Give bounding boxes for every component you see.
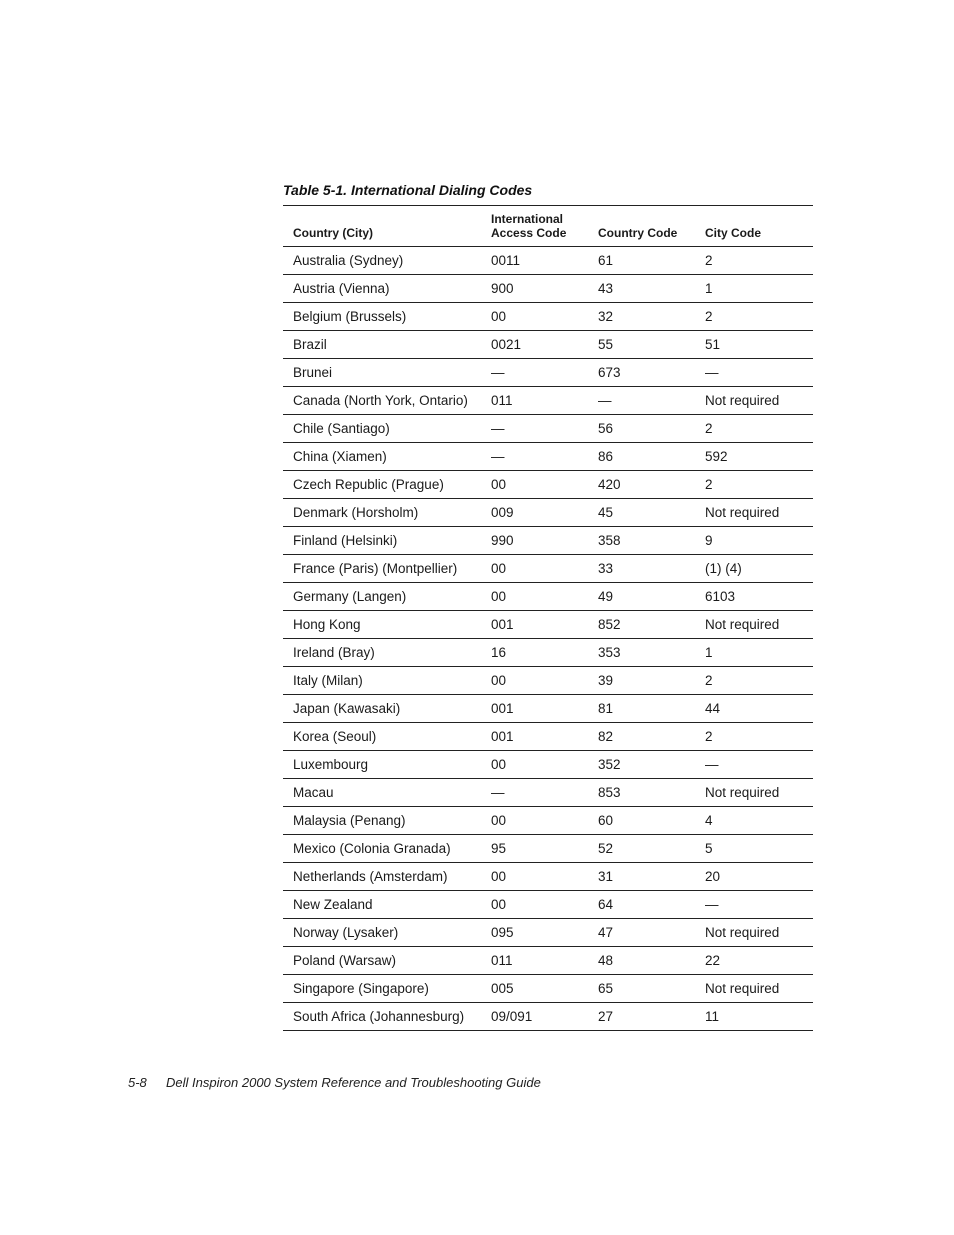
cell-country: Italy (Milan): [293, 673, 363, 688]
cell-country: Malaysia (Penang): [293, 813, 406, 828]
cell-country-code: 64: [598, 897, 614, 912]
cell-country: Luxembourg: [293, 757, 369, 772]
cell-city-code: Not required: [705, 981, 780, 996]
cell-access-code: 00: [491, 757, 507, 772]
cell-city-code: 2: [705, 253, 713, 268]
cell-city-code: —: [705, 757, 719, 772]
cell-country-code: 65: [598, 981, 614, 996]
cell-access-code: 00: [491, 561, 507, 576]
cell-access-code: —: [491, 785, 505, 800]
cell-access-code: 00: [491, 813, 507, 828]
cell-country: Australia (Sydney): [293, 253, 404, 268]
cell-country-code: 39: [598, 673, 614, 688]
cell-country-code: 81: [598, 701, 614, 716]
cell-country: Singapore (Singapore): [293, 981, 429, 996]
table-row: [283, 863, 813, 891]
cell-country-code: 420: [598, 477, 621, 492]
table-row: [283, 443, 813, 471]
cell-country: Chile (Santiago): [293, 421, 390, 436]
cell-city-code: 5: [705, 841, 713, 856]
table-row: [283, 555, 813, 583]
cell-country-code: —: [598, 393, 612, 408]
cell-access-code: 00: [491, 589, 507, 604]
cell-country-code: 673: [598, 365, 621, 380]
cell-country-code: 60: [598, 813, 614, 828]
footer-title: Dell Inspiron 2000 System Reference and Troubleshooting Guide: [166, 1075, 541, 1090]
cell-access-code: 95: [491, 841, 507, 856]
cell-country: Mexico (Colonia Granada): [293, 841, 451, 856]
cell-country-code: 31: [598, 869, 614, 884]
cell-city-code: (1) (4): [705, 561, 742, 576]
cell-country: France (Paris) (Montpellier): [293, 561, 458, 576]
table-row: [283, 723, 813, 751]
cell-access-code: 095: [491, 925, 514, 940]
table-row: [283, 835, 813, 863]
cell-country: China (Xiamen): [293, 449, 387, 464]
cell-country: Korea (Seoul): [293, 729, 377, 744]
cell-country-code: 56: [598, 421, 614, 436]
cell-access-code: 900: [491, 281, 514, 296]
cell-city-code: 6103: [705, 589, 736, 604]
header-access-line2: Access Code: [491, 226, 567, 240]
table-row: [283, 751, 813, 779]
header-country-code: Country Code: [598, 226, 678, 240]
cell-country: Poland (Warsaw): [293, 953, 397, 968]
cell-city-code: 22: [705, 953, 721, 968]
header-country: Country (City): [293, 226, 373, 240]
cell-country: Austria (Vienna): [293, 281, 390, 296]
table-row: [283, 947, 813, 975]
cell-access-code: 00: [491, 477, 507, 492]
cell-country-code: 33: [598, 561, 614, 576]
cell-access-code: 00: [491, 309, 507, 324]
cell-country-code: 55: [598, 337, 614, 352]
cell-country-code: 43: [598, 281, 614, 296]
cell-access-code: 001: [491, 701, 514, 716]
cell-access-code: 00: [491, 869, 507, 884]
cell-access-code: 00: [491, 673, 507, 688]
cell-country-code: 45: [598, 505, 614, 520]
header-access-line1: International: [491, 212, 564, 226]
cell-city-code: 2: [705, 673, 713, 688]
cell-city-code: 20: [705, 869, 721, 884]
cell-access-code: 009: [491, 505, 514, 520]
table-row: [283, 247, 813, 275]
table-row: [283, 275, 813, 303]
cell-access-code: 011: [491, 393, 513, 408]
table-body: [283, 247, 813, 1031]
cell-country-code: 27: [598, 1009, 614, 1024]
cell-country: Germany (Langen): [293, 589, 407, 604]
table-caption: Table 5-1. International Dialing Codes: [283, 182, 533, 198]
table-row: [283, 583, 813, 611]
cell-country: Canada (North York, Ontario): [293, 393, 468, 408]
cell-country: Norway (Lysaker): [293, 925, 399, 940]
table-row: [283, 331, 813, 359]
cell-country: Macau: [293, 785, 334, 800]
cell-country: South Africa (Johannesburg): [293, 1009, 465, 1024]
cell-access-code: 16: [491, 645, 507, 660]
cell-country: New Zealand: [293, 897, 373, 912]
page-footer: [128, 1075, 541, 1090]
cell-city-code: 2: [705, 309, 713, 324]
cell-access-code: 005: [491, 981, 514, 996]
cell-city-code: 2: [705, 421, 713, 436]
cell-access-code: —: [491, 449, 505, 464]
cell-city-code: Not required: [705, 393, 780, 408]
cell-city-code: 1: [705, 645, 713, 660]
cell-country: Belgium (Brussels): [293, 309, 407, 324]
table-row: [283, 359, 813, 387]
table-header-row: [283, 206, 813, 247]
table-row: [283, 919, 813, 947]
cell-city-code: 51: [705, 337, 721, 352]
cell-access-code: 011: [491, 953, 513, 968]
cell-access-code: —: [491, 365, 505, 380]
cell-country: Denmark (Horsholm): [293, 505, 419, 520]
cell-country-code: 61: [598, 253, 614, 268]
cell-country-code: 853: [598, 785, 621, 800]
table-row: [283, 695, 813, 723]
cell-country: Brunei: [293, 365, 333, 380]
cell-country-code: 32: [598, 309, 614, 324]
cell-country-code: 852: [598, 617, 621, 632]
table-row: [283, 667, 813, 695]
footer-page-number: 5-8: [128, 1075, 147, 1090]
cell-country: Brazil: [293, 337, 327, 352]
cell-access-code: 00: [491, 897, 507, 912]
cell-country-code: 86: [598, 449, 614, 464]
cell-country: Netherlands (Amsterdam): [293, 869, 448, 884]
cell-country-code: 52: [598, 841, 614, 856]
cell-city-code: 4: [705, 813, 713, 828]
cell-country-code: 47: [598, 925, 614, 940]
cell-country-code: 49: [598, 589, 614, 604]
table-row: [283, 471, 813, 499]
cell-city-code: —: [705, 365, 719, 380]
cell-country-code: 353: [598, 645, 621, 660]
cell-city-code: Not required: [705, 505, 780, 520]
table-row: [283, 611, 813, 639]
cell-access-code: —: [491, 421, 505, 436]
cell-country: Japan (Kawasaki): [293, 701, 401, 716]
cell-city-code: Not required: [705, 785, 780, 800]
cell-country-code: 358: [598, 533, 621, 548]
header-access-code: [491, 212, 598, 246]
table-row: [283, 779, 813, 807]
cell-access-code: 001: [491, 617, 514, 632]
cell-country-code: 82: [598, 729, 614, 744]
cell-access-code: 0021: [491, 337, 522, 352]
table-row: [283, 303, 813, 331]
cell-access-code: 990: [491, 533, 514, 548]
cell-city-code: 11: [705, 1009, 720, 1024]
table-row: [283, 387, 813, 415]
cell-city-code: Not required: [705, 925, 780, 940]
cell-access-code: 001: [491, 729, 514, 744]
dialing-codes-table: [283, 205, 813, 1031]
cell-city-code: 9: [705, 533, 713, 548]
cell-city-code: 592: [705, 449, 728, 464]
cell-access-code: 0011: [491, 253, 521, 268]
cell-country-code: 48: [598, 953, 614, 968]
table-row: [283, 891, 813, 919]
cell-city-code: Not required: [705, 617, 780, 632]
table-row: [283, 975, 813, 1003]
table-row: [283, 807, 813, 835]
table-row: [283, 639, 813, 667]
table-row: [283, 1003, 813, 1031]
cell-country-code: 352: [598, 757, 621, 772]
cell-country: Finland (Helsinki): [293, 533, 398, 548]
cell-country: Czech Republic (Prague): [293, 477, 444, 492]
cell-city-code: 44: [705, 701, 721, 716]
table-row: [283, 499, 813, 527]
table-row: [283, 415, 813, 443]
cell-city-code: —: [705, 897, 719, 912]
cell-city-code: 2: [705, 729, 713, 744]
cell-city-code: 2: [705, 477, 713, 492]
header-city-code: City Code: [705, 226, 762, 240]
cell-access-code: 09/091: [491, 1009, 533, 1024]
cell-city-code: 1: [705, 281, 713, 296]
table-row: [283, 527, 813, 555]
cell-country: Hong Kong: [293, 617, 361, 632]
cell-country: Ireland (Bray): [293, 645, 375, 660]
